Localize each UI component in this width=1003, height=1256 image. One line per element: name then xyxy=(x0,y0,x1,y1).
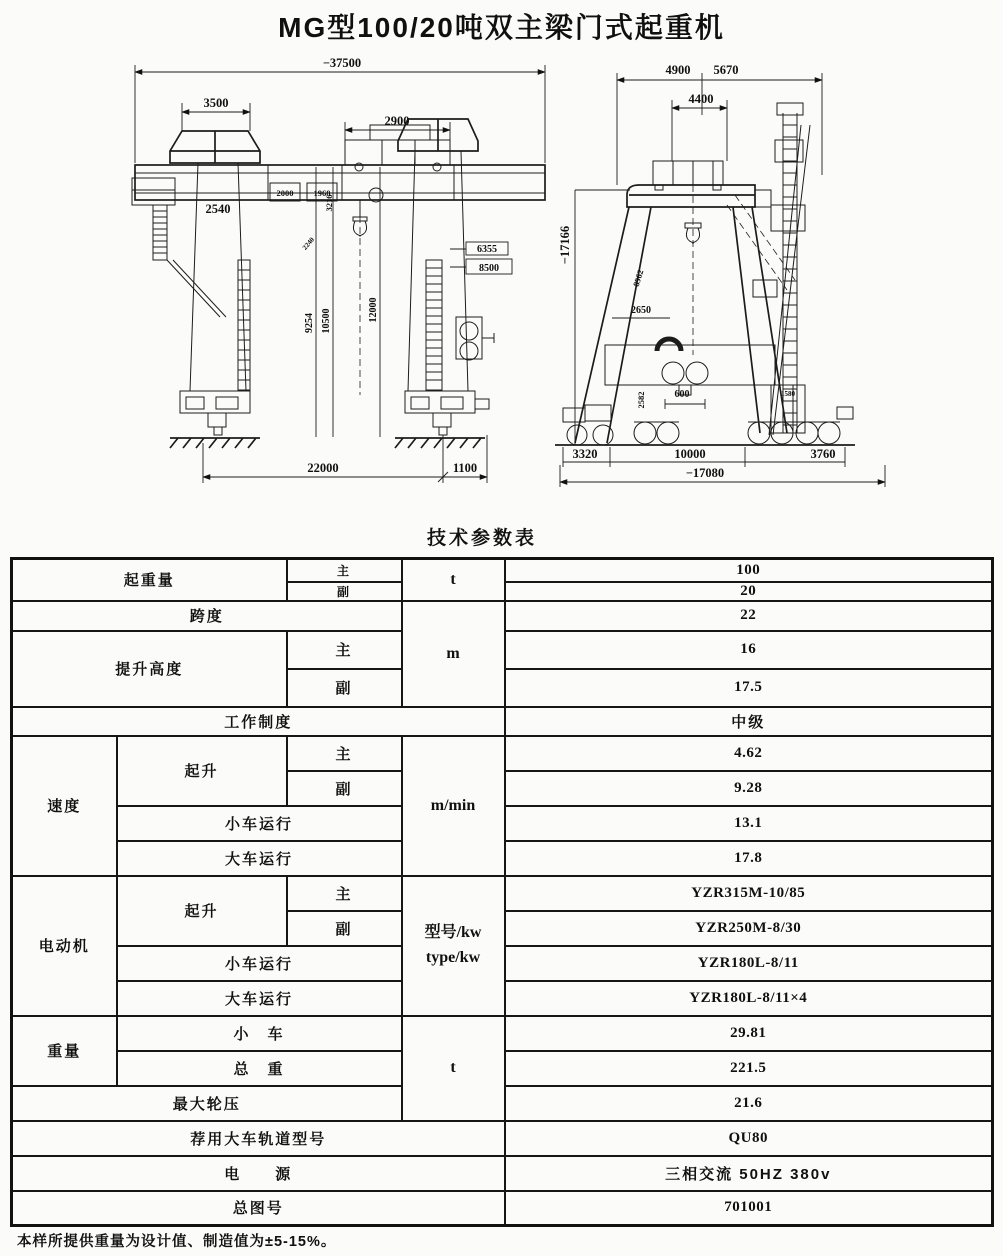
label-max-wheel-load: 最大轮压 xyxy=(12,1086,402,1121)
footnote: 本样所提供重量为设计值、制造值为±5-15%。 xyxy=(17,1234,337,1250)
dim-2650: 2650 xyxy=(631,305,651,316)
label-power: 电 源 xyxy=(12,1156,505,1191)
unit-ton: t xyxy=(402,559,505,601)
label-height-aux: 副 xyxy=(287,669,402,707)
dim-3500: 3500 xyxy=(203,96,229,110)
unit-model-kw-en: type/kw xyxy=(425,948,481,966)
dim-600: 600 xyxy=(674,389,690,400)
front-dimension-lines xyxy=(135,65,545,483)
value-motor-trolley: YZR180L-8/11 xyxy=(505,946,993,981)
value-capacity-aux: 20 xyxy=(505,582,993,601)
dim-37500: −37500 xyxy=(322,56,362,70)
label-rail-type: 荐用大车轨道型号 xyxy=(12,1121,505,1156)
dim-8962: 8962 xyxy=(630,268,646,288)
side-dimension-labels xyxy=(558,63,836,480)
value-speed-hoist-aux: 9.28 xyxy=(505,771,993,806)
label-lifting-height: 提升高度 xyxy=(12,631,287,707)
crane-side-outline xyxy=(555,103,855,445)
side-elevation-drawing xyxy=(555,55,900,505)
crane-front-outline xyxy=(132,119,545,448)
unit-model-kw-cn: 型号/kw xyxy=(424,923,482,941)
label-motor-trolley-travel: 小车运行 xyxy=(117,946,402,981)
dim-2240: 2240 xyxy=(300,235,317,252)
parameters-table xyxy=(10,557,994,1227)
dim-2540: 2540 xyxy=(205,202,231,216)
value-speed-crane: 17.8 xyxy=(505,841,993,876)
value-span: 22 xyxy=(505,601,993,631)
value-motor-hoist-aux: YZR250M-8/30 xyxy=(505,911,993,946)
value-capacity-main: 100 xyxy=(505,559,993,582)
unit-model-kw xyxy=(402,876,505,1016)
table-title: 技术参数表 xyxy=(426,528,537,549)
unit-m-min: m/min xyxy=(402,736,505,876)
dim-17166: −17166 xyxy=(558,225,572,265)
dim-1960: 1960 xyxy=(313,188,331,198)
value-weight-trolley: 29.81 xyxy=(505,1016,993,1051)
dim-5670: 5670 xyxy=(713,63,739,77)
label-speed-crane-travel: 大车运行 xyxy=(117,841,402,876)
label-motor-aux: 副 xyxy=(287,911,402,946)
label-weight-trolley: 小 车 xyxy=(117,1016,402,1051)
dim-8500: 8500 xyxy=(479,263,499,274)
label-speed: 速度 xyxy=(12,736,117,876)
label-capacity-main: 主 xyxy=(287,559,402,582)
label-height-main: 主 xyxy=(287,631,402,669)
dim-2900: 2900 xyxy=(384,114,410,128)
dim-2000: 2000 xyxy=(276,188,294,198)
value-speed-hoist-main: 4.62 xyxy=(505,736,993,771)
dim-10000: 10000 xyxy=(674,447,706,461)
dim-3320: 3320 xyxy=(572,447,598,461)
label-motor-main: 主 xyxy=(287,876,402,911)
dim-12000: 12000 xyxy=(368,297,379,323)
label-capacity-aux: 副 xyxy=(287,582,402,601)
value-height-main: 16 xyxy=(505,631,993,669)
unit-meter: m xyxy=(402,601,505,707)
label-speed-trolley-travel: 小车运行 xyxy=(117,806,402,841)
label-lifting-capacity: 起重量 xyxy=(12,559,287,601)
value-motor-hoist-main: YZR315M-10/85 xyxy=(505,876,993,911)
value-weight-total: 221.5 xyxy=(505,1051,993,1086)
dim-22000: 22000 xyxy=(307,461,339,475)
dim-4400: 4400 xyxy=(688,92,714,106)
value-work-duty: 中级 xyxy=(505,707,993,736)
dim-3760: 3760 xyxy=(810,447,836,461)
label-speed-aux: 副 xyxy=(287,771,402,806)
value-motor-crane: YZR180L-8/11×4 xyxy=(505,981,993,1016)
label-speed-main: 主 xyxy=(287,736,402,771)
dim-1580: 1580 xyxy=(781,390,795,398)
dim-10500: 10500 xyxy=(321,308,332,334)
label-motor: 电动机 xyxy=(12,876,117,1016)
dim-9254: 9254 xyxy=(304,313,315,333)
value-speed-trolley: 13.1 xyxy=(505,806,993,841)
value-max-wheel-load: 21.6 xyxy=(505,1086,993,1121)
label-motor-crane-travel: 大车运行 xyxy=(117,981,402,1016)
dim-3216: 3216 xyxy=(324,194,334,212)
value-height-aux: 17.5 xyxy=(505,669,993,707)
label-drawing-no: 总图号 xyxy=(12,1191,505,1226)
dim-6355: 6355 xyxy=(477,244,497,255)
unit-ton-2: t xyxy=(402,1016,505,1121)
label-span: 跨度 xyxy=(12,601,402,631)
label-weight-total: 总 重 xyxy=(117,1051,402,1086)
label-work-duty: 工作制度 xyxy=(12,707,505,736)
dim-1100: 1100 xyxy=(452,461,478,475)
dim-4900: 4900 xyxy=(665,63,691,77)
front-elevation-drawing xyxy=(120,55,560,510)
page-title: MG型100/20吨双主梁门式起重机 xyxy=(278,12,725,43)
dim-17080: −17080 xyxy=(685,466,725,480)
value-rail-type: QU80 xyxy=(505,1121,993,1156)
value-power: 三相交流 50HZ 380v xyxy=(505,1156,993,1191)
label-weight: 重量 xyxy=(12,1016,117,1086)
value-drawing-no: 701001 xyxy=(505,1191,993,1226)
label-speed-hoisting: 起升 xyxy=(117,736,287,806)
label-motor-hoisting: 起升 xyxy=(117,876,287,946)
dim-2582: 2582 xyxy=(636,391,646,409)
